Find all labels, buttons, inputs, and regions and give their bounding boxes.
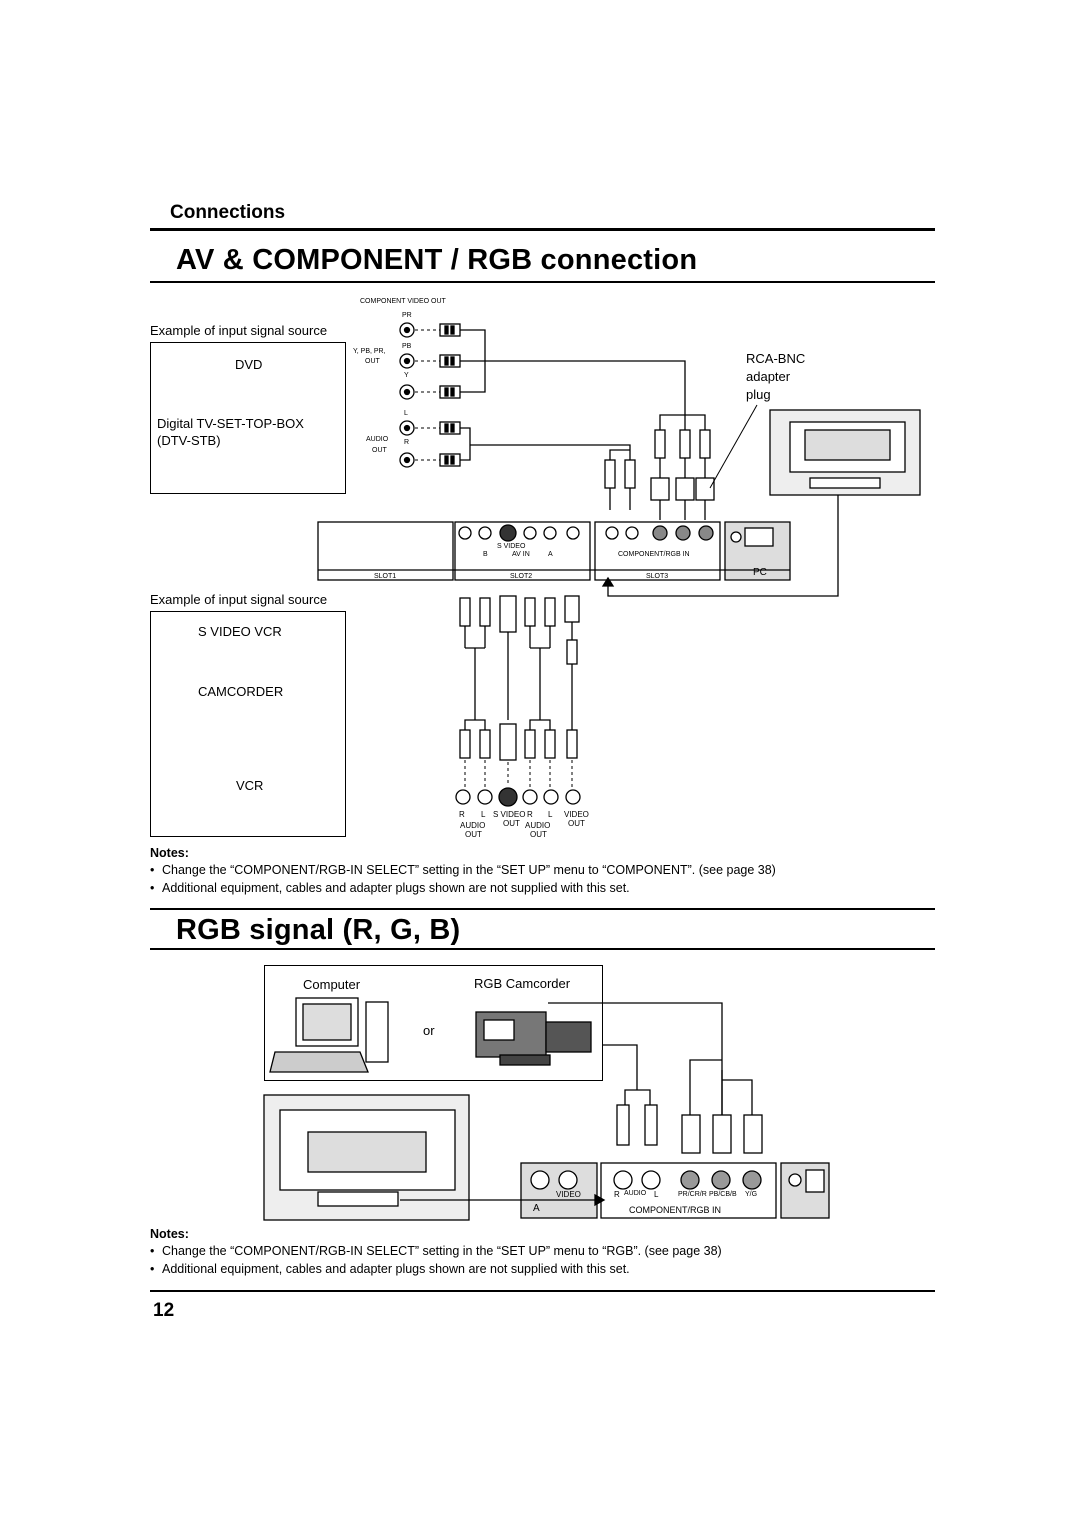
y-label: Y bbox=[404, 372, 409, 379]
y-pb-pr-label: Y, PB, PR, bbox=[353, 348, 386, 355]
b-label: B bbox=[483, 551, 488, 558]
rca-bnc-label-3: plug bbox=[746, 387, 771, 402]
rgb-signal-title: RGB signal (R, G, B) bbox=[176, 914, 461, 946]
computer-label: Computer bbox=[303, 977, 361, 992]
vcr-label: VCR bbox=[236, 778, 264, 793]
component-rgb-in-label: COMPONENT/RGB IN bbox=[618, 551, 690, 558]
component-out-label: OUT bbox=[365, 358, 380, 365]
slot3-label: SLOT3 bbox=[646, 573, 669, 580]
pr-label: PR bbox=[402, 312, 412, 319]
audio-l-label: L bbox=[654, 1190, 659, 1199]
note-2-2: • Additional equipment, cables and adapter plugs shown are not supplied with this set. bbox=[150, 1262, 630, 1276]
slot2-label: SLOT2 bbox=[510, 573, 533, 580]
slot1-label: SLOT1 bbox=[374, 573, 397, 580]
rgb-camcorder-label: RGB Camcorder bbox=[474, 976, 571, 991]
pb-label: PB bbox=[402, 343, 412, 350]
jack-r2-label: R bbox=[527, 810, 533, 819]
note-1-2: • Additional equipment, cables and adapter plugs shown are not supplied with this set. bbox=[150, 881, 630, 895]
source-label-2: Example of input signal source bbox=[150, 592, 328, 607]
jack-video-label: VIDEO bbox=[564, 810, 589, 819]
video-label: VIDEO bbox=[556, 1190, 581, 1199]
notes-heading-1: Notes: bbox=[150, 846, 189, 860]
y-g-label: Y/G bbox=[745, 1191, 758, 1198]
jack-svideo-label: S VIDEO bbox=[493, 810, 526, 819]
stb-label-2: (DTV-STB) bbox=[157, 433, 221, 448]
dvd-label: DVD bbox=[235, 357, 263, 372]
pc-label: PC bbox=[753, 567, 767, 578]
a-label: A bbox=[548, 551, 553, 558]
jack-out2-label: OUT bbox=[530, 830, 547, 839]
s-video-vcr-label: S VIDEO VCR bbox=[198, 624, 282, 639]
s-video-label: S VIDEO bbox=[497, 543, 526, 550]
section-label: Connections bbox=[170, 202, 286, 223]
jack-l2-label: L bbox=[548, 810, 553, 819]
jack-audio-label: AUDIO bbox=[460, 821, 486, 830]
rca-bnc-label-1: RCA-BNC bbox=[746, 351, 806, 366]
av-component-title: AV & COMPONENT / RGB connection bbox=[176, 244, 698, 276]
audio-out-label: OUT bbox=[372, 447, 387, 454]
jack-out-label: OUT bbox=[465, 830, 482, 839]
jack-video-out-label: OUT bbox=[568, 819, 585, 828]
note-2-1: • Change the “COMPONENT/RGB-IN SELECT” setting in the “SET UP” menu to “RGB”. (see page 38) bbox=[150, 1244, 722, 1258]
notes-heading-2: Notes: bbox=[150, 1227, 189, 1241]
jack-r-label: R bbox=[459, 810, 465, 819]
jack-audio2-label: AUDIO bbox=[525, 821, 551, 830]
stb-label-1: Digital TV-SET-TOP-BOX bbox=[157, 416, 304, 431]
component-rgb-in-label-2: COMPONENT/RGB IN bbox=[629, 1205, 722, 1215]
pb-cb-b-label: PB/CB/B bbox=[709, 1191, 737, 1198]
l-label: L bbox=[404, 410, 408, 417]
av-in-label: AV IN bbox=[512, 551, 530, 558]
page-number: 12 bbox=[153, 1300, 175, 1321]
audio-label: AUDIO bbox=[366, 436, 389, 443]
jack-svideo-out-label: OUT bbox=[503, 819, 520, 828]
pr-cr-r-label: PR/CR/R bbox=[678, 1191, 707, 1198]
audio-label: AUDIO bbox=[624, 1190, 647, 1197]
slot-a-label: A bbox=[533, 1203, 540, 1214]
r-label: R bbox=[404, 439, 410, 446]
rca-bnc-label-2: adapter bbox=[746, 369, 791, 384]
audio-r-label: R bbox=[614, 1190, 620, 1199]
source-label-1: Example of input signal source bbox=[150, 323, 328, 338]
note-1-1: • Change the “COMPONENT/RGB-IN SELECT” setting in the “SET UP” menu to “COMPONENT”. (see page 38) bbox=[150, 863, 776, 877]
jack-l-label: L bbox=[481, 810, 486, 819]
footer-rule bbox=[150, 1290, 935, 1292]
or-label: or bbox=[423, 1023, 435, 1038]
camcorder-label: CAMCORDER bbox=[198, 684, 284, 699]
component-video-out-label: COMPONENT VIDEO OUT bbox=[360, 298, 446, 305]
